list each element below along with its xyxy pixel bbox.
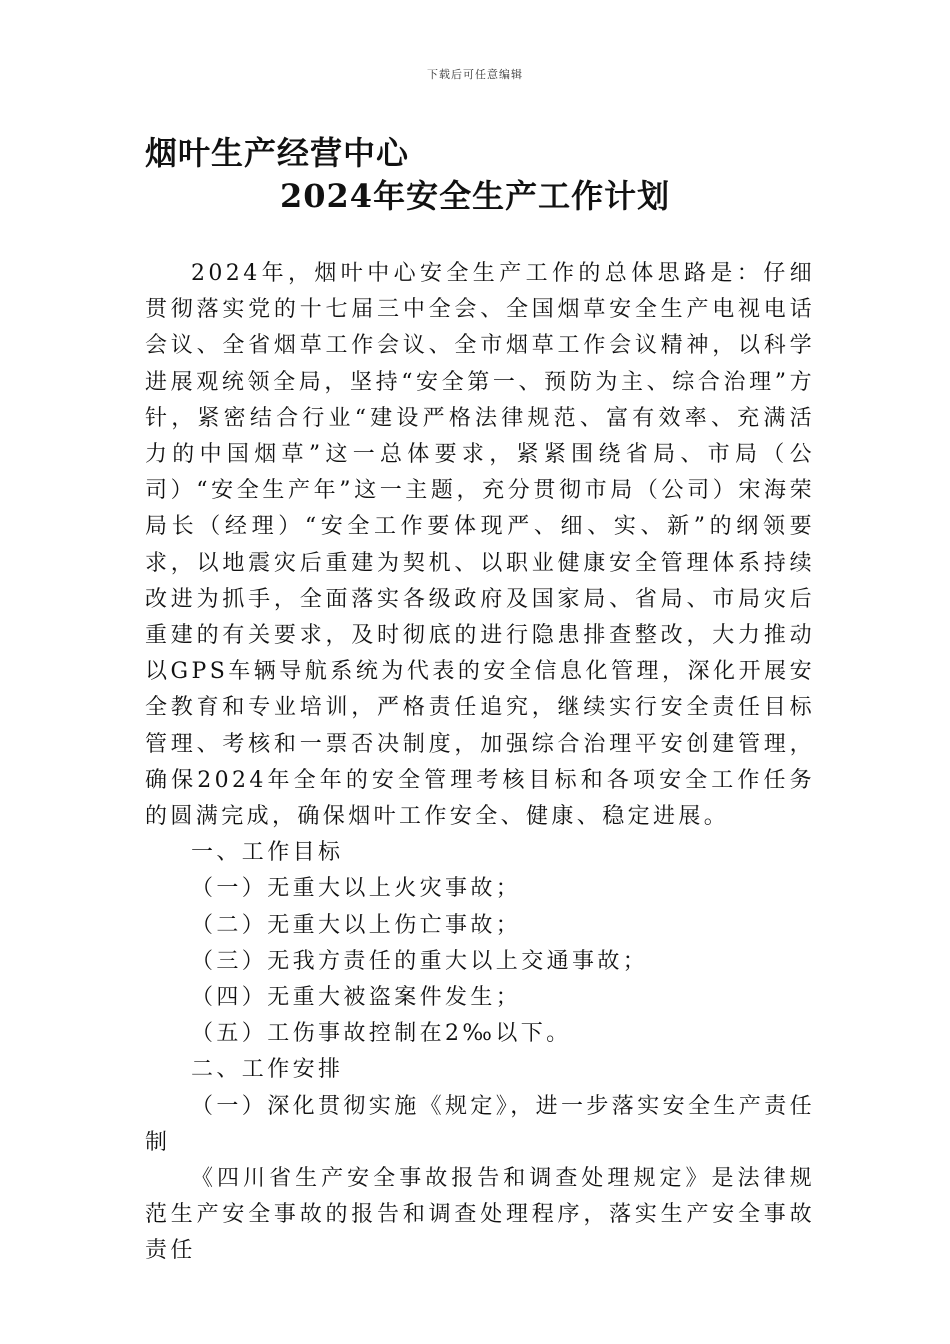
section-heading-arrangements: 二、工作安排 — [191, 1057, 344, 1083]
arrangement-heading: （一）深化贯彻实施《规定》，进一步落实安全生产责任制 — [145, 1093, 816, 1155]
arrangement-paragraph: 《四川省生产安全事故报告和调查处理规定》是法律规范生产安全事故的报告和调查处理程序，落实生产安全事故责任 — [145, 1166, 815, 1264]
goal-item: （四）无重大被盗案件发生； — [191, 985, 522, 1011]
intro-paragraph: 2024年，烟叶中心安全生产工作的总体思路是：仔细贯彻落实党的十七届三中全会、全国烟草安全生产电视电话会议、全省烟草工作会议、全市烟草工作会议精神，以科学进展观统领全局，坚持“安全第一、预防为主、综合治理”方针，紧密结合行业“建设严格法律规范、富有效率、充满活力的中国烟草”这一总体要求，紧紧围绕省局、市局（公司）“安全生产年”这一主题，充分贯彻市局（公司）宋海荣局长（经理）“安全工作要体现严、细、实、新”的纲领要求，以地震灾后重建为契机、以职业健康安全管理体系持续改进为抓手，全面落实各级政府及国家局、省局、市局灾后重建的有关要求，及时彻底的进行隐患排查整改，大力推动以GPS车辆导航系统为代表的安全信息化管理，深化开展安全教育和专业培训，严格责任追究，继续实行安全责任目标管理、考核和一票否决制度，加强综合治理平安创建管理，确保2024年全年的安全管理考核目标和各项安全工作任务的圆满完成，确保烟叶工作安全、健康、稳定进展。 — [145, 261, 815, 830]
goal-item: （二）无重大以上伤亡事故； — [191, 912, 522, 938]
document-title-plan: 2024年安全生产工作计划 — [280, 177, 671, 215]
page-header-note: 下载后可任意编辑 — [427, 68, 523, 81]
goal-item: （三）无我方责任的重大以上交通事故； — [191, 948, 649, 974]
section-heading-goals: 一、工作目标 — [191, 840, 344, 866]
document-title-org: 烟叶生产经营中心 — [145, 134, 410, 172]
goal-item: （五）工伤事故控制在2‰以下。 — [191, 1021, 572, 1047]
document-body — [145, 256, 815, 1270]
goal-item: （一）无重大以上火灾事故； — [191, 876, 522, 902]
